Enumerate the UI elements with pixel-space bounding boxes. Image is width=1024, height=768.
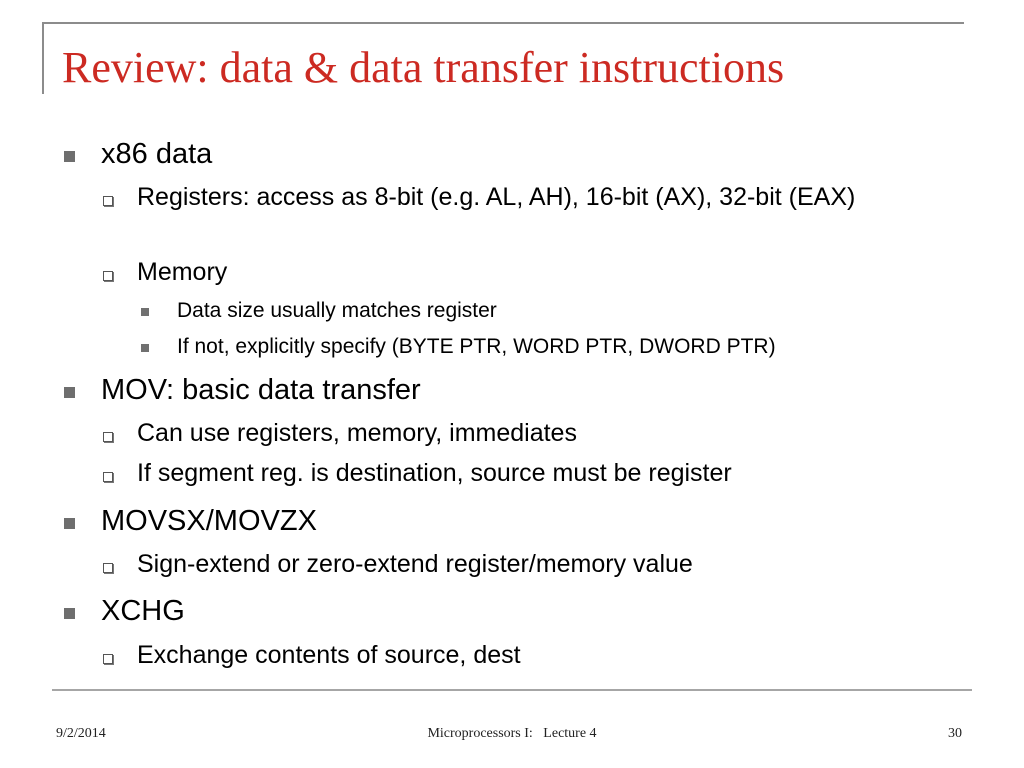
footer-course-title	[0, 726, 1024, 742]
bullet-x86-data	[101, 137, 212, 171]
footer-date: 9/2/2014	[56, 726, 106, 741]
filled-square-bullet-icon	[64, 151, 75, 162]
slide-number: 30	[948, 726, 962, 741]
subsubbullet-text: Data size usually matches register	[177, 299, 497, 322]
subsubbullet-explicit	[177, 334, 776, 360]
subsubbullet-data-size	[177, 298, 497, 324]
subbullet-can-use	[137, 418, 577, 449]
subbullet-text: Registers: access as 8-bit (e.g. AL, AH), 16-bit (AX), 32-bit (EAX)	[137, 183, 856, 211]
small-square-bullet-icon	[141, 308, 149, 316]
bullet-mov	[101, 373, 421, 407]
filled-square-bullet-icon	[64, 608, 75, 619]
hollow-square-bullet-icon	[103, 654, 113, 664]
hollow-square-bullet-icon	[103, 271, 113, 281]
small-square-bullet-icon	[141, 344, 149, 352]
hollow-square-bullet-icon	[103, 472, 113, 482]
footer-course-title-text: Microprocessors I: Lecture 4	[427, 726, 597, 741]
subbullet-exchange	[137, 640, 521, 671]
subbullet-text: If segment reg. is destination, source must be register	[137, 459, 732, 487]
filled-square-bullet-icon	[64, 518, 75, 529]
subbullet-registers	[137, 182, 967, 213]
subbullet-text: Sign-extend or zero-extend register/memory value	[137, 550, 693, 578]
subbullet-text: Exchange contents of source, dest	[137, 641, 521, 669]
subbullet-text: Can use registers, memory, immediates	[137, 419, 577, 447]
hollow-square-bullet-icon	[103, 563, 113, 573]
hollow-square-bullet-icon	[103, 432, 113, 442]
bullet-text: x86 data	[101, 138, 213, 170]
subsubbullet-text: If not, explicitly specify (BYTE PTR, WORD PTR, DWORD PTR)	[177, 335, 776, 358]
slide-title: Review: data & data transfer instructions	[62, 43, 785, 92]
subbullet-segment-reg	[137, 458, 732, 489]
bullet-xchg	[101, 594, 185, 628]
bullet-movsx-movzx	[101, 504, 317, 538]
subbullet-sign-extend	[137, 549, 693, 580]
hollow-square-bullet-icon	[103, 196, 113, 206]
bullet-text: XCHG	[101, 595, 185, 627]
footer-divider	[52, 689, 972, 691]
bullet-text: MOV: basic data transfer	[101, 374, 421, 406]
filled-square-bullet-icon	[64, 387, 75, 398]
subbullet-text: Memory	[137, 258, 228, 286]
bullet-text: MOVSX/MOVZX	[101, 505, 317, 537]
subbullet-memory	[137, 257, 227, 288]
